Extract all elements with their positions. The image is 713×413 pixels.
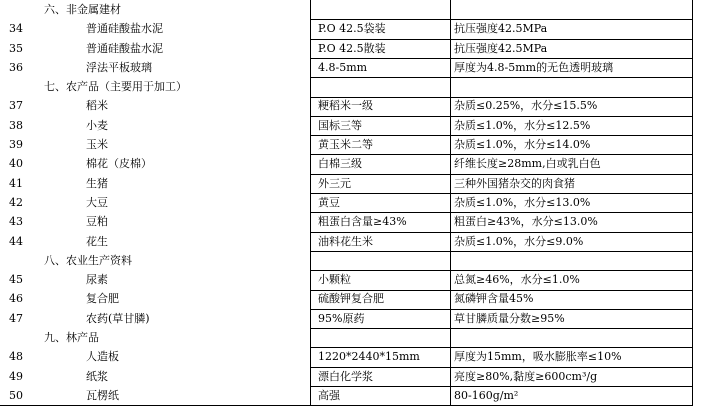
table-row bbox=[0, 212, 693, 231]
row-divider bbox=[310, 116, 692, 117]
product-name: 普通硅酸盐水泥 bbox=[86, 22, 163, 36]
table-row bbox=[0, 96, 693, 115]
product-spec: 漂白化学浆 bbox=[318, 369, 373, 383]
product-name: 人造板 bbox=[86, 350, 119, 364]
table-row bbox=[0, 116, 693, 135]
product-spec: 硫酸钾复合肥 bbox=[318, 292, 384, 306]
product-name: 花生 bbox=[86, 234, 108, 248]
row-divider bbox=[310, 19, 692, 20]
table-row bbox=[0, 386, 693, 405]
product-spec: 油料花生米 bbox=[318, 234, 373, 248]
row-divider bbox=[310, 193, 692, 194]
section-title: 七、农产品（主要用于加工） bbox=[44, 80, 187, 94]
row-divider bbox=[310, 135, 692, 136]
product-name: 棉花（皮棉） bbox=[86, 157, 152, 171]
section-title: 八、农业生产资料 bbox=[44, 253, 132, 267]
row-number: 46 bbox=[9, 292, 23, 306]
table-row bbox=[0, 19, 693, 38]
quality-standard: 亮度≥80%,黏度≥600cm³/g bbox=[454, 369, 598, 383]
product-spec: 95%原药 bbox=[318, 311, 365, 325]
table-row bbox=[0, 309, 693, 328]
row-divider bbox=[310, 347, 692, 348]
row-number: 35 bbox=[9, 41, 23, 55]
quality-standard: 总氮≥46%，水分≤1.0% bbox=[454, 273, 580, 287]
product-name: 浮法平板玻璃 bbox=[86, 60, 152, 74]
row-divider bbox=[310, 309, 692, 310]
product-name: 瓦楞纸 bbox=[86, 388, 119, 402]
quality-standard: 抗压强度42.5MPa bbox=[454, 22, 548, 36]
section-header-row bbox=[0, 0, 693, 19]
section-header-row bbox=[0, 251, 693, 270]
product-name: 农药(草甘膦) bbox=[86, 311, 150, 325]
section-header-row bbox=[0, 328, 693, 347]
quality-standard: 草甘膦质量分数≥95% bbox=[454, 311, 565, 325]
product-spec: 1220*2440*15mm bbox=[318, 350, 420, 364]
product-name: 玉米 bbox=[86, 138, 108, 152]
row-divider bbox=[310, 251, 692, 252]
product-spec: 白棉三级 bbox=[318, 157, 362, 171]
row-divider bbox=[310, 270, 692, 271]
row-divider bbox=[310, 367, 692, 368]
product-spec: P.O 42.5散装 bbox=[318, 41, 386, 55]
row-number: 44 bbox=[9, 234, 23, 248]
table-row bbox=[0, 174, 693, 193]
product-spec: 4.8-5mm bbox=[318, 60, 368, 74]
table-row bbox=[0, 367, 693, 386]
table-row bbox=[0, 193, 693, 212]
quality-standard: 杂质≤1.0%，水分≤9.0% bbox=[454, 234, 584, 248]
row-divider bbox=[310, 58, 692, 59]
product-name: 大豆 bbox=[86, 195, 108, 209]
row-divider bbox=[310, 39, 692, 40]
row-divider bbox=[310, 154, 692, 155]
product-name: 尿素 bbox=[86, 273, 108, 287]
section-title: 六、非金属建材 bbox=[44, 3, 121, 16]
quality-standard: 纤维长度≥28mm,白或乳白色 bbox=[454, 157, 601, 171]
table-row bbox=[0, 232, 693, 251]
product-spec: 小颗粒 bbox=[318, 273, 351, 287]
row-number: 45 bbox=[9, 273, 23, 287]
product-name: 豆粕 bbox=[86, 215, 108, 229]
table-row bbox=[0, 270, 693, 289]
product-name: 生猪 bbox=[86, 176, 108, 190]
row-divider bbox=[310, 386, 692, 387]
row-divider bbox=[310, 328, 692, 329]
row-number: 34 bbox=[9, 22, 23, 36]
row-number: 38 bbox=[9, 118, 23, 132]
quality-standard: 粗蛋白≥43%，水分≤13.0% bbox=[454, 215, 598, 229]
table-row bbox=[0, 39, 693, 58]
row-divider bbox=[310, 290, 692, 291]
table-row bbox=[0, 135, 693, 154]
row-number: 47 bbox=[9, 311, 23, 325]
row-number: 37 bbox=[9, 99, 23, 113]
row-divider bbox=[310, 97, 692, 98]
row-number: 39 bbox=[9, 138, 23, 152]
table-row bbox=[0, 347, 693, 366]
product-name: 复合肥 bbox=[86, 292, 119, 306]
quality-standard: 杂质≤1.0%，水分≤14.0% bbox=[454, 138, 591, 152]
quality-standard: 氮磷钾含量45% bbox=[454, 292, 534, 306]
product-spec: P.O 42.5袋装 bbox=[318, 22, 386, 36]
section-title: 九、林产品 bbox=[44, 331, 99, 345]
quality-standard: 杂质≤1.0%，水分≤12.5% bbox=[454, 118, 591, 132]
product-spec: 粳稻米一级 bbox=[318, 99, 373, 113]
row-number: 41 bbox=[9, 176, 23, 190]
product-name: 纸浆 bbox=[86, 369, 108, 383]
product-name: 普通硅酸盐水泥 bbox=[86, 41, 163, 55]
product-name: 稻米 bbox=[86, 99, 108, 113]
row-number: 43 bbox=[9, 215, 23, 229]
row-number: 50 bbox=[9, 388, 23, 402]
product-spec: 黄玉米二等 bbox=[318, 138, 373, 152]
quality-standard: 杂质≤1.0%，水分≤13.0% bbox=[454, 195, 591, 209]
quality-standard: 厚度为4.8-5mm的无色透明玻璃 bbox=[454, 60, 614, 74]
table-row bbox=[0, 289, 693, 308]
product-spec: 黄豆 bbox=[318, 195, 340, 209]
product-spec: 外三元 bbox=[318, 176, 351, 190]
row-number: 36 bbox=[9, 60, 23, 74]
quality-standard: 80-160g/m² bbox=[454, 388, 519, 402]
row-number: 40 bbox=[9, 157, 23, 171]
section-header-row bbox=[0, 77, 693, 96]
row-number: 49 bbox=[9, 369, 23, 383]
row-divider bbox=[310, 77, 692, 78]
quality-standard: 抗压强度42.5MPa bbox=[454, 41, 548, 55]
product-spec: 国标三等 bbox=[318, 118, 362, 132]
table-row bbox=[0, 154, 693, 173]
row-number: 42 bbox=[9, 195, 23, 209]
table-row bbox=[0, 58, 693, 77]
row-number: 48 bbox=[9, 350, 23, 364]
product-spec: 粗蛋白含量≥43% bbox=[318, 215, 407, 229]
row-divider bbox=[310, 232, 692, 233]
product-spec: 高强 bbox=[318, 388, 340, 402]
row-divider bbox=[310, 212, 692, 213]
row-divider bbox=[310, 174, 692, 175]
quality-standard: 厚度为15mm，吸水膨胀率≤10% bbox=[454, 350, 622, 364]
quality-standard: 杂质≤0.25%，水分≤15.5% bbox=[454, 99, 598, 113]
quality-standard: 三种外国猪杂交的肉食猪 bbox=[454, 176, 575, 190]
product-name: 小麦 bbox=[86, 118, 108, 132]
